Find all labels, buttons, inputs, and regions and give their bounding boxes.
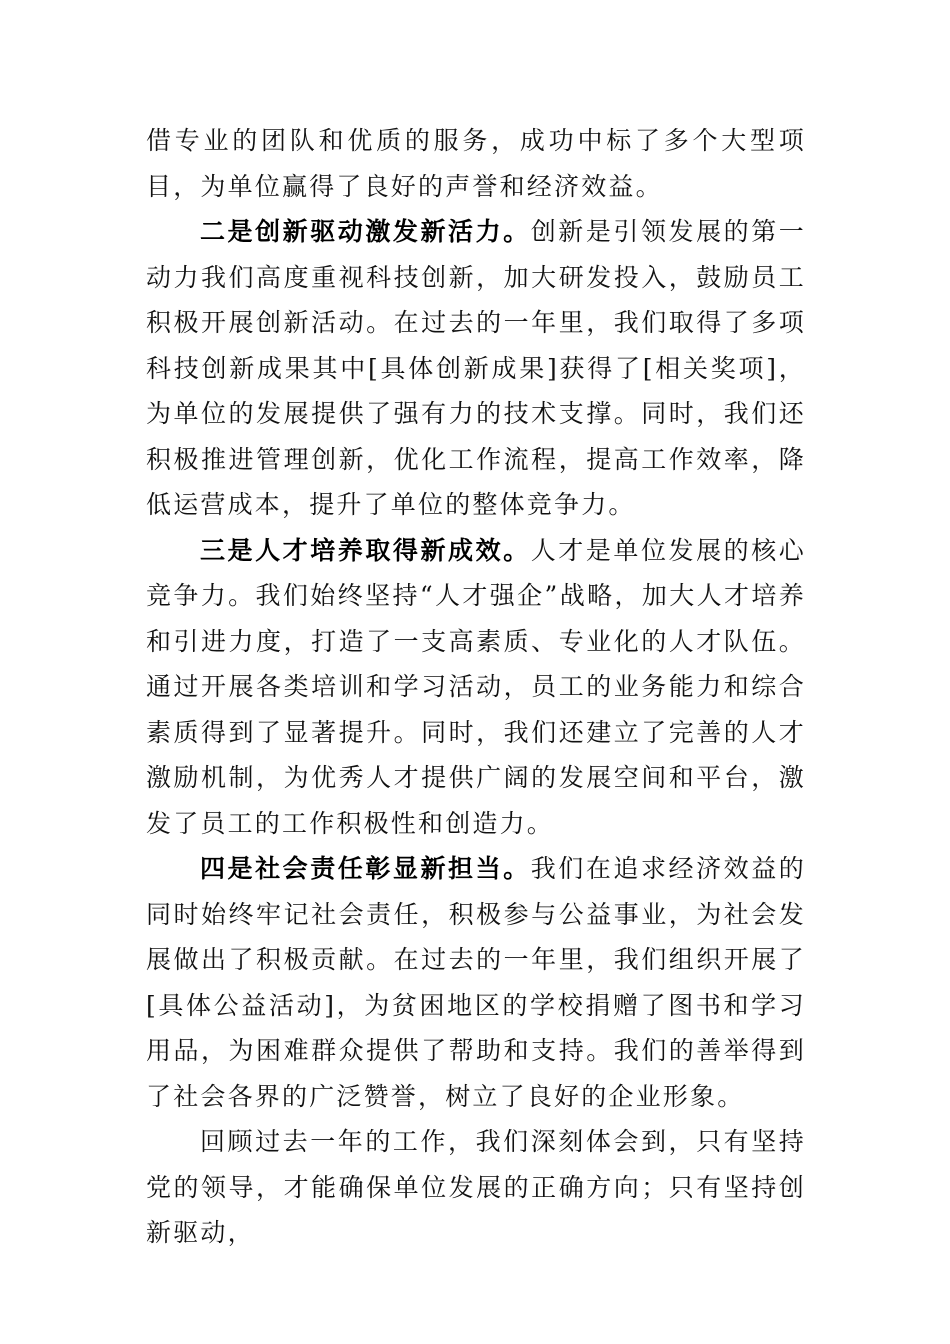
paragraph-talent (146, 528, 806, 847)
paragraph-text: 我们在追求经济效益的同时始终牢记社会责任，积极参与公益事业，为社会发展做出了积极贡献。在过去的一年里，我们组织开展了[具体公益活动]，为贫困地区的学校捐赠了图书和学习用品，为困难群众提供了帮助和支持。我们的善举得到了社会各界的广泛赞誉，树立了良好的企业形象。 (146, 854, 806, 1111)
paragraph-text: 回顾过去一年的工作，我们深刻体会到，只有坚持党的领导，才能确保单位发展的正确方向；只有坚持创新驱动， (146, 1127, 806, 1247)
paragraph-heading: 四是社会责任彰显新担当。 (200, 854, 531, 883)
paragraph-heading: 三是人才培养取得新成效。 (200, 535, 531, 565)
paragraph-innovation (146, 209, 806, 528)
paragraph-text: 借专业的团队和优质的服务，成功中标了多个大型项目，为单位赢得了良好的声誉和经济效益。 (146, 126, 806, 201)
paragraph-text: 人才是单位发展的核心竞争力。我们始终坚持“人才强企”战略，加大人才培养和引进力度，打造了一支高素质、专业化的人才队伍。通过开展各类培训和学习活动，员工的业务能力和综合素质得到了显著提升。同时，我们还建立了完善的人才激励机制，为优秀人才提供广阔的发展空间和平台，激发了员工的工作积极性和创造力。 (146, 535, 806, 838)
paragraph-continuation (146, 118, 806, 209)
document-body (146, 118, 806, 1256)
paragraph-review (146, 1119, 806, 1256)
paragraph-social-responsibility (146, 846, 806, 1119)
paragraph-text: 创新是引领发展的第一动力我们高度重视科技创新，加大研发投入，鼓励员工积极开展创新活动。在过去的一年里，我们取得了多项科技创新成果其中[具体创新成果]获得了[相关奖项]，为单位的发展提供了强有力的技术支撑。同时，我们还积极推进管理创新，优化工作流程，提高工作效率，降低运营成本，提升了单位的整体竞争力。 (146, 217, 806, 519)
paragraph-heading: 二是创新驱动激发新活力。 (200, 217, 531, 246)
